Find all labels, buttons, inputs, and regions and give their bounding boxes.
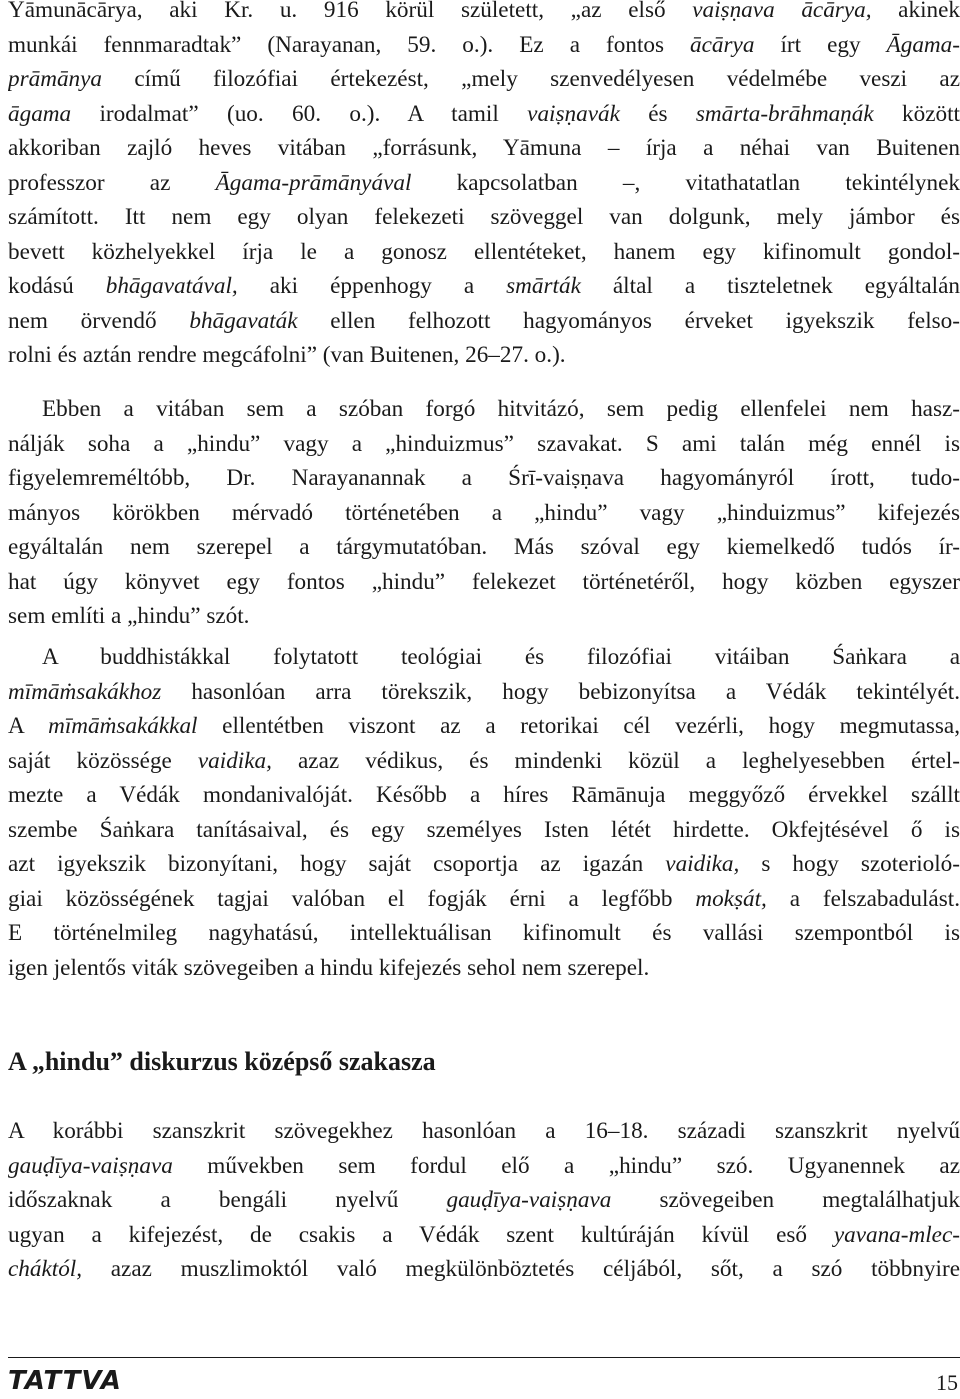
- paragraph-4: [8, 1114, 960, 1287]
- text-line: mányos körökben mérvadó történetében a „hindu” vagy „hinduizmus” kifejezés: [8, 499, 960, 526]
- text-line: számított. Itt nem egy olyan felekezeti szöveggel van dolgunk, mely jámbor és: [8, 204, 960, 230]
- text-line: egyáltalán nem szerepel a tárgymutatóban. Más szóval egy kiemelkedő tudós ír-: [8, 534, 960, 560]
- text-line: A buddhistákkal folytatott teológiai és filozófiai vitáiban Śaṅkara a: [42, 644, 960, 670]
- text-line: giai közösségének tagjai valóban el fogják érni a legfőbb mokṣát, a felszabadulást.: [8, 885, 960, 912]
- text-line: Ebben a vitában sem a szóban forgó hitvitázó, sem pedig ellenfelei nem hasz-: [42, 396, 960, 422]
- text-line: gauḍīya-vaiṣṇava művekben sem fordul elő a „hindu” szó. Ugyanennek az: [8, 1152, 960, 1179]
- text-line: akkoriban zajló heves vitában „forrásunk, Yāmuna – írja a néhai van Buitenen: [8, 135, 960, 161]
- paragraph-3: [8, 640, 960, 985]
- paragraph-1: [8, 0, 960, 373]
- text-line: hat úgy könyvet egy fontos „hindu” felekezet történetéről, hogy közben egyszer: [8, 568, 960, 595]
- text-line: figyelemreméltóbb, Dr. Narayanannak a Śrī-vaiṣṇava hagyományról írott, tudo-: [8, 465, 960, 491]
- text-line: rolni és aztán rendre megcáfolni” (van Buitenen, 26–27. o.).: [8, 342, 566, 368]
- text-line: saját közössége vaidika, azaz védikus, és mindenki közül a leghelyesebben értel-: [8, 747, 960, 774]
- text-line: mezte a Védák mondanivalóját. Később a híres Rāmānuja meggyőző érvekkel szállt: [8, 782, 960, 808]
- document-page: [8, 0, 960, 1399]
- text-line: prāmānya című filozófiai értekezést, „mely szenvedélyesen védelmébe veszi az: [8, 66, 960, 92]
- paragraph-2: [8, 392, 960, 634]
- text-line: āgama irodalmat” (uo. 60. o.). A tamil vaiṣṇavák és smārta-brāhmaṇák között: [8, 100, 960, 127]
- text-line: időszaknak a bengáli nyelvű gauḍīya-vaiṣṇava szövegeiben megtalálhatjuk: [8, 1187, 960, 1213]
- text-line: A mīmāṁsakákkal ellentétben viszont az a retorikai cél vezérli, hogy megmutassa,: [8, 713, 960, 739]
- text-line: E történelmileg nagyhatású, intellektuálisan kifinomult és vallási szempontból is: [8, 920, 960, 946]
- section-heading: A „hindu” diskurzus középső szakasza: [8, 1047, 436, 1076]
- text-line: nem örvendő bhāgavaták ellen felhozott hagyományos érveket igyekszik felso-: [8, 307, 960, 334]
- page-number: 15: [936, 1370, 958, 1395]
- text-line: igen jelentős viták szövegeiben a hindu kifejezés sehol nem szerepel.: [8, 954, 650, 981]
- text-line: mīmāṁsakákhoz hasonlóan arra törekszik, hogy bebizonyítsa a Védák tekintélyét.: [8, 678, 960, 705]
- footer-divider: [8, 1357, 960, 1358]
- text-line: szembe Śaṅkara tanításaival, és egy személyes Isten létét hirdette. Okfejtésével ő is: [8, 816, 960, 843]
- text-line: professzor az Āgama-prāmānyával kapcsolatban –, vitathatatlan tekintélynek: [8, 169, 960, 196]
- journal-logo: TATTVA: [8, 1366, 122, 1396]
- text-line: kodású bhāgavatával, aki éppenhogy a smārták által a tiszteletnek egyáltalán: [8, 273, 960, 299]
- text-line: ugyan a kifejezést, de csakis a Védák szent kultúráján kívül eső yavana-mlec-: [8, 1221, 960, 1248]
- text-line: sem említi a „hindu” szót.: [8, 603, 250, 629]
- text-line: nálják soha a „hindu” vagy a „hinduizmus” szavakat. S ami talán még ennél is: [8, 430, 960, 457]
- text-line: munkái fennmaradtak” (Narayanan, 59. o.). Ez a fontos ācārya írt egy Āgama-: [8, 31, 960, 58]
- text-line: A korábbi szanszkrit szövegekhez hasonlóan a 16–18. századi szanszkrit nyelvű: [8, 1118, 960, 1144]
- text-line: azt igyekszik bizonyítani, hogy saját csoportja az igazán vaidika, s hogy szoterioló-: [8, 851, 960, 877]
- text-line: bevett közhelyekkel írja le a gonosz ellentéteket, hanem egy kifinomult gondol-: [8, 238, 960, 265]
- text-line: cháktól, azaz muszlimoktól való megkülönböztetés céljából, sőt, a szó többnyire: [8, 1256, 960, 1282]
- text-line: Yāmunācārya, aki Kr. u. 916 körül született, „az első vaiṣṇava ācārya, akinek: [8, 0, 960, 23]
